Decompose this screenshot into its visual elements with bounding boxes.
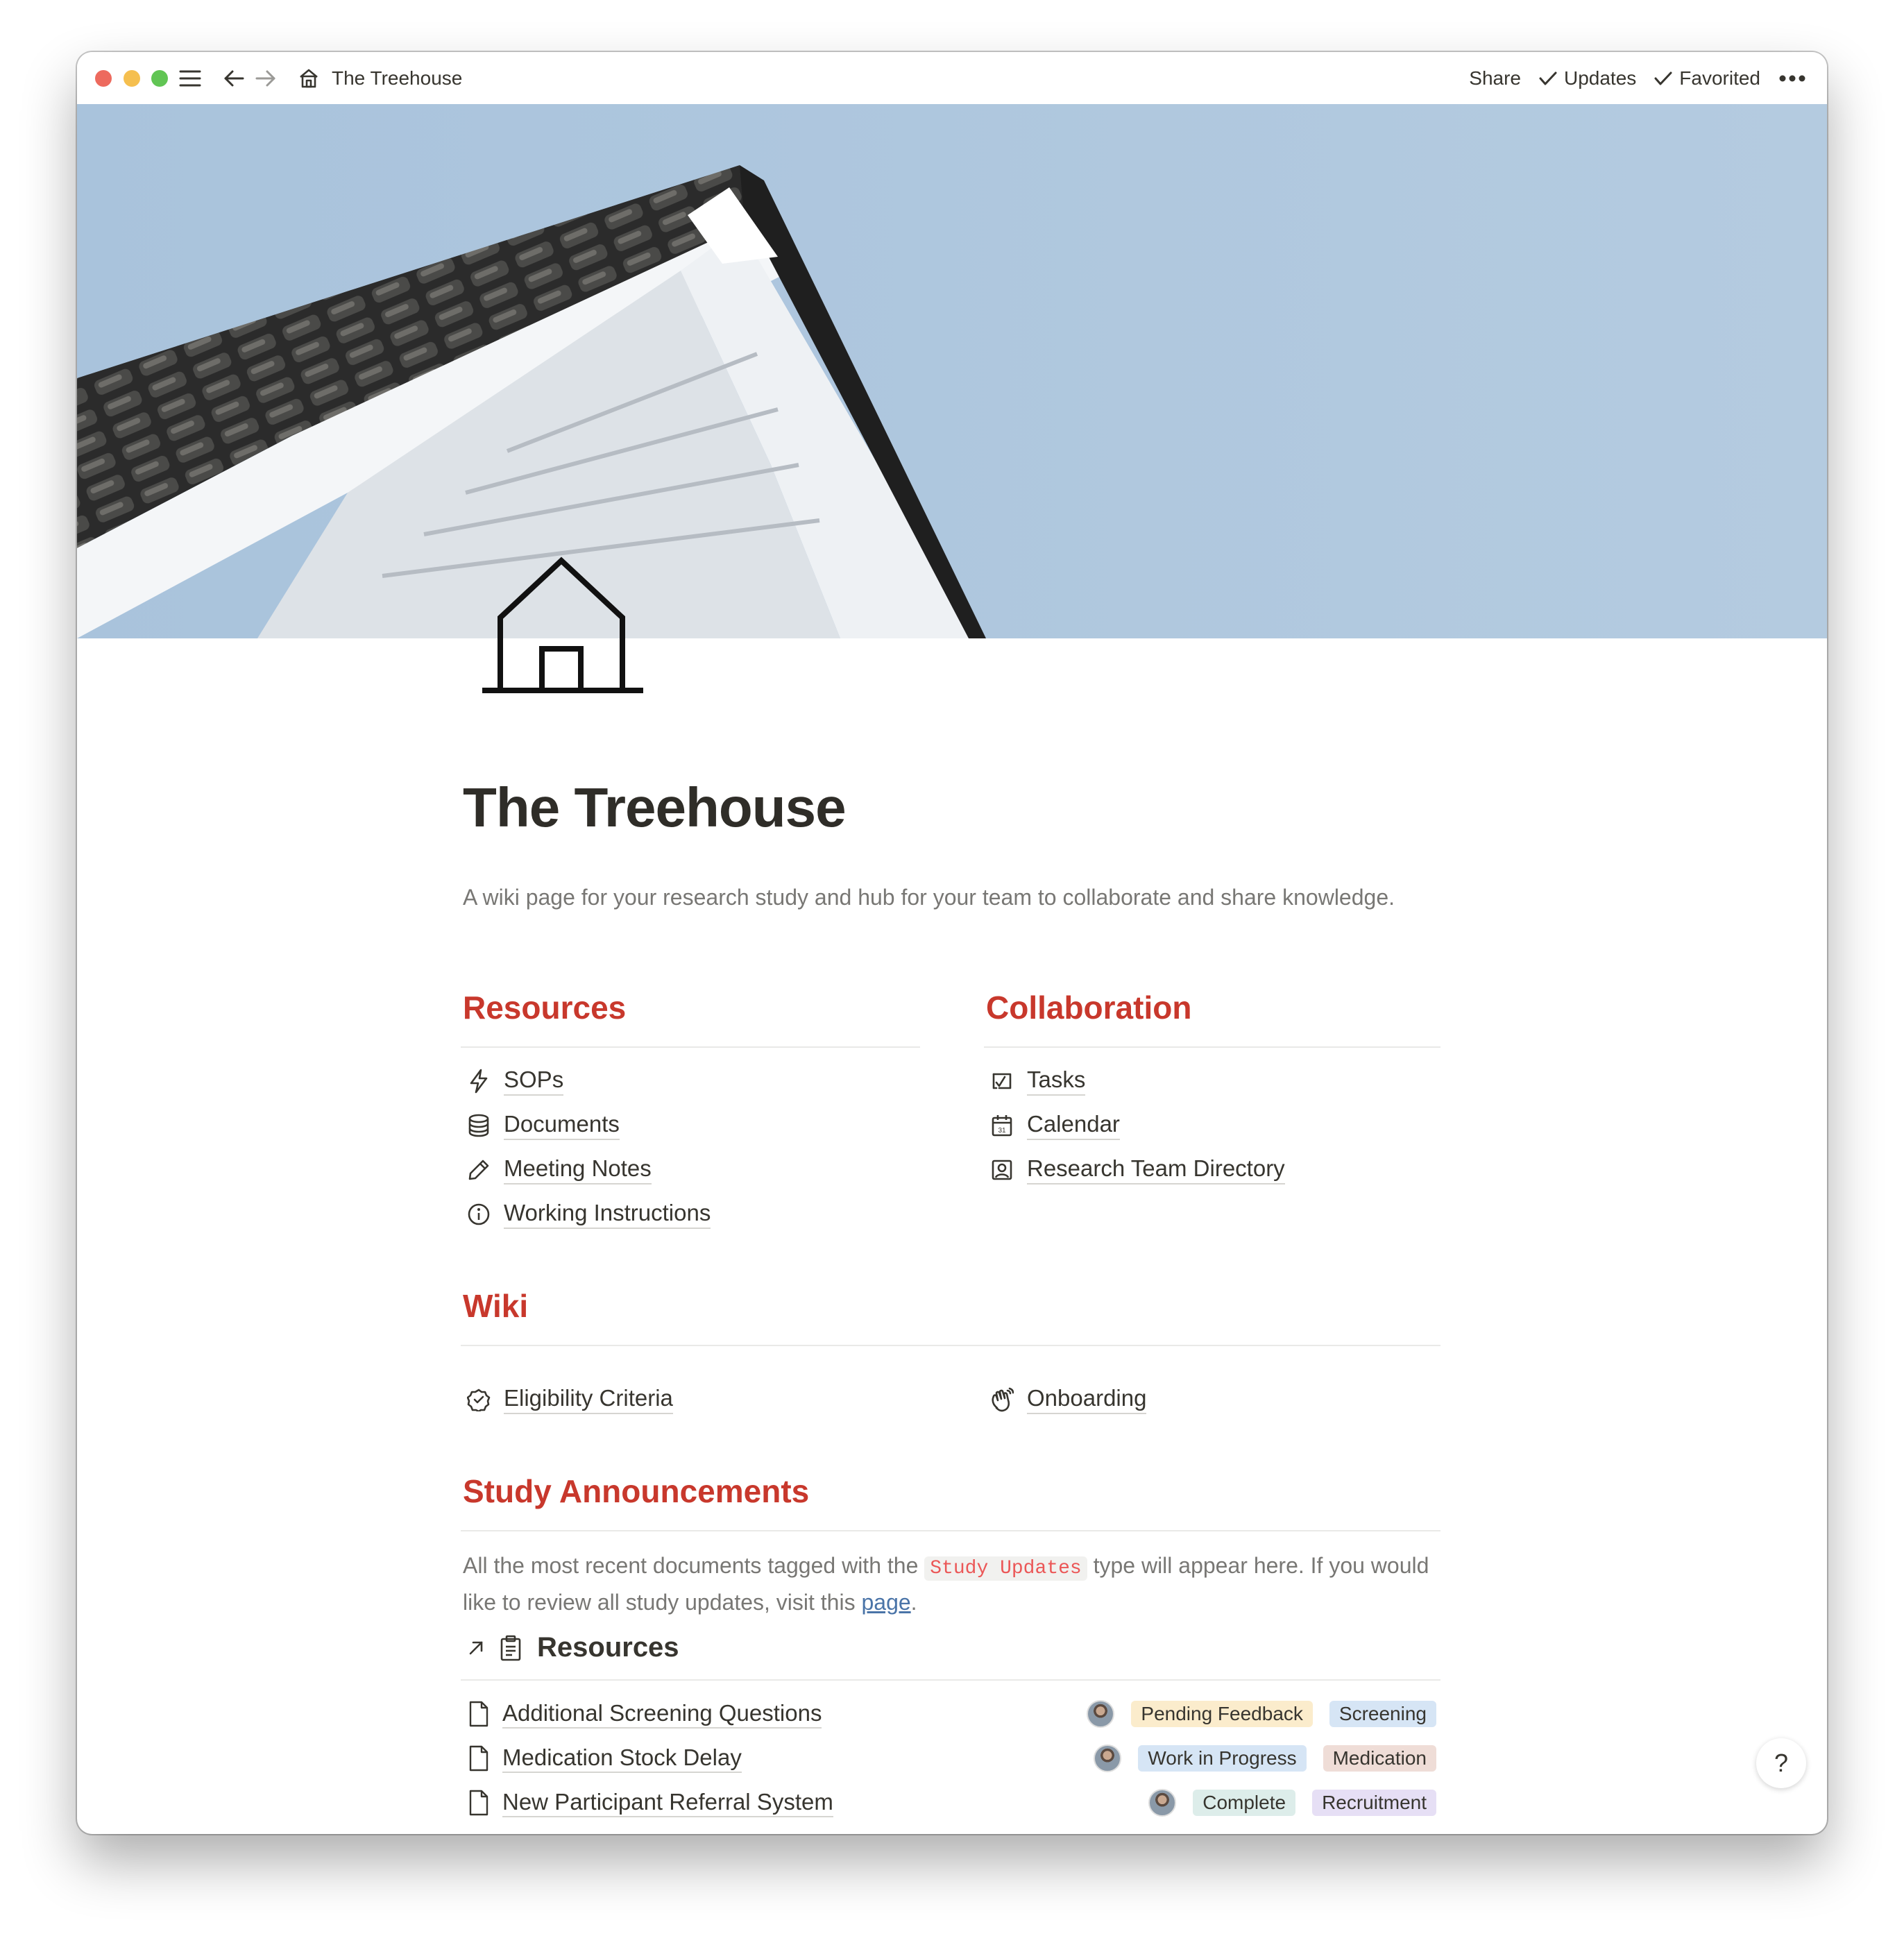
checkbox-icon xyxy=(988,1067,1016,1095)
link-arrow-icon xyxy=(466,1638,486,1658)
title-bar xyxy=(77,52,1827,104)
page-title[interactable]: The Treehouse xyxy=(463,776,846,838)
link-sops[interactable]: SOPs xyxy=(465,1066,563,1096)
avatar[interactable] xyxy=(1094,1744,1121,1772)
status-badge: Complete xyxy=(1193,1790,1295,1816)
status-badge: Pending Feedback xyxy=(1131,1701,1313,1727)
wiki-divider xyxy=(461,1345,1440,1346)
announcements-divider xyxy=(461,1530,1440,1531)
calendar-icon xyxy=(988,1112,1016,1139)
document-icon xyxy=(465,1699,493,1729)
resources-heading[interactable]: Resources xyxy=(463,990,627,1026)
pencil-icon xyxy=(465,1156,493,1184)
announcements-page-link[interactable]: page xyxy=(861,1590,911,1615)
link-eligibility-criteria[interactable]: Eligibility Criteria xyxy=(465,1384,673,1414)
avatar[interactable] xyxy=(1087,1700,1114,1728)
resources-divider xyxy=(461,1046,920,1048)
cover-image[interactable] xyxy=(77,104,1827,638)
zoom-window-button[interactable] xyxy=(151,70,168,87)
status-badge: Work in Progress xyxy=(1138,1745,1306,1772)
database-divider xyxy=(461,1679,1440,1681)
lightning-icon xyxy=(465,1067,493,1095)
category-badge: Medication xyxy=(1323,1745,1436,1772)
help-button[interactable]: ? xyxy=(1756,1738,1806,1788)
category-badge: Screening xyxy=(1329,1701,1436,1727)
info-icon xyxy=(465,1200,493,1228)
link-research-team-directory[interactable]: Research Team Directory xyxy=(988,1155,1285,1184)
announcements-description: All the most recent documents tagged with the Study Updates type will appear here. If you would like to review all study updates, visit this page. xyxy=(463,1553,1429,1615)
page-house-icon[interactable] xyxy=(479,555,646,694)
breadcrumb-title[interactable]: The Treehouse xyxy=(332,67,463,89)
home-icon xyxy=(296,66,321,91)
row-title: Additional Screening Questions xyxy=(502,1699,822,1729)
collaboration-heading[interactable]: Collaboration xyxy=(986,990,1192,1026)
link-onboarding[interactable]: Onboarding xyxy=(988,1384,1146,1414)
minimize-window-button[interactable] xyxy=(124,70,140,87)
check-icon xyxy=(1654,71,1672,86)
favorited-button[interactable]: Favorited xyxy=(1654,65,1760,92)
category-badge: Recruitment xyxy=(1312,1790,1436,1816)
sidebar-menu-icon[interactable] xyxy=(178,66,203,91)
collaboration-divider xyxy=(984,1046,1440,1048)
forward-arrow-icon[interactable] xyxy=(253,66,278,91)
close-window-button[interactable] xyxy=(95,70,112,87)
back-arrow-icon[interactable] xyxy=(221,66,246,91)
wiki-heading[interactable]: Wiki xyxy=(463,1288,529,1324)
page-subtitle[interactable]: A wiki page for your research study and hub for your team to collaborate and share knowledge. xyxy=(463,885,1395,910)
linked-database-header[interactable] xyxy=(466,1632,679,1663)
link-documents[interactable]: Documents xyxy=(465,1110,620,1140)
link-calendar[interactable]: 31 Calendar xyxy=(988,1110,1120,1140)
link-meeting-notes[interactable]: Meeting Notes xyxy=(465,1155,652,1184)
link-working-instructions[interactable]: Working Instructions xyxy=(465,1199,711,1229)
study-updates-code: Study Updates xyxy=(924,1556,1087,1581)
table-row[interactable] xyxy=(465,1692,1436,1736)
row-title: Medication Stock Delay xyxy=(502,1744,742,1773)
check-icon xyxy=(1539,71,1557,86)
document-icon xyxy=(465,1743,493,1774)
svg-text:31: 31 xyxy=(998,1126,1006,1135)
verified-badge-icon xyxy=(465,1386,493,1413)
avatar[interactable] xyxy=(1148,1789,1176,1817)
database-icon xyxy=(465,1112,493,1139)
wave-hand-icon xyxy=(988,1386,1016,1413)
table-row[interactable] xyxy=(465,1736,1436,1781)
document-icon xyxy=(465,1788,493,1818)
study-announcements-heading[interactable]: Study Announcements xyxy=(463,1473,810,1509)
share-button[interactable]: Share xyxy=(1469,67,1521,89)
updates-button[interactable]: Updates xyxy=(1539,65,1636,92)
row-title: New Participant Referral System xyxy=(502,1788,833,1817)
linked-database-title: Resources xyxy=(537,1632,679,1663)
link-tasks[interactable]: Tasks xyxy=(988,1066,1085,1096)
more-options-icon[interactable] xyxy=(1778,74,1806,83)
clipboard-icon xyxy=(500,1635,522,1661)
contact-icon xyxy=(988,1156,1016,1184)
table-row[interactable] xyxy=(465,1781,1436,1825)
